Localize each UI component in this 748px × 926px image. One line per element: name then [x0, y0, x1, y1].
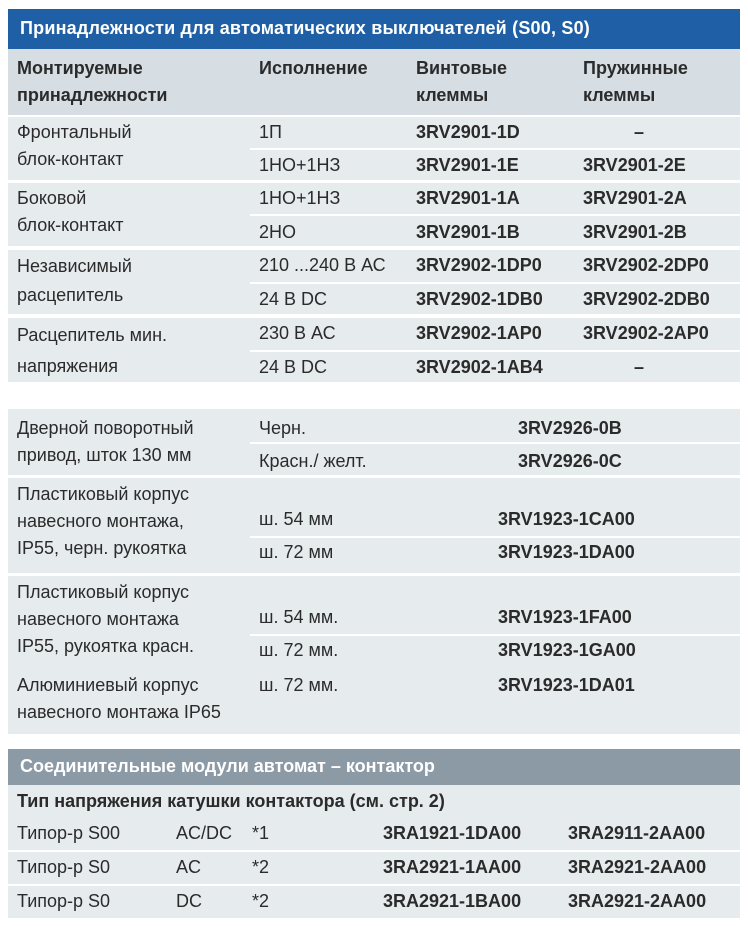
- variant-cell: 230 В АС: [259, 323, 336, 343]
- spring-code-cell: 3RV2901-2A: [583, 188, 687, 208]
- size-cell: Типор-р S0: [17, 857, 111, 877]
- voltage-type-cell: DC: [176, 891, 202, 911]
- screw-code-cell: 3RV2902-1DP0: [416, 255, 542, 275]
- screw-code-cell: 3RV2901-1A: [416, 188, 520, 208]
- module-code-cell: 3RA2921-1BA00: [383, 891, 522, 911]
- voltage-type-cell: AC: [176, 857, 202, 877]
- variant-cell: 24 В DC: [259, 357, 328, 377]
- header-spring-terminals: Пружинные клеммы: [583, 58, 688, 105]
- header-variant: Исполнение: [259, 58, 368, 78]
- spring-code-cell: –: [634, 357, 645, 377]
- row-divider: [250, 442, 740, 444]
- order-code-cell: 3RV1923-1GA00: [498, 640, 636, 660]
- row-divider: [250, 634, 740, 636]
- header-screw-terminals: Винтовые клеммы: [416, 58, 507, 105]
- spring-code-cell: 3RV2902-2DP0: [583, 255, 709, 275]
- order-code-cell: 3RV2926-0B: [518, 418, 622, 438]
- spring-code-cell: 3RV2901-2E: [583, 155, 686, 175]
- spring-code-cell: 3RV2902-2AP0: [583, 323, 709, 343]
- order-code-cell: 3RV1923-1CA00: [498, 509, 635, 529]
- variant-cell: ш. 54 мм: [259, 509, 334, 529]
- row-divider: [250, 536, 740, 538]
- module-code-cell: 3RA2921-2AA00: [568, 857, 707, 877]
- housing-label: Пластиковый корпус навесного монтажа IP55, рукоятка красн.: [17, 582, 195, 656]
- note-cell: *2: [252, 891, 270, 911]
- module-code-cell: 3RA1921-1DA00: [383, 823, 522, 843]
- screw-code-cell: 3RV2902-1DB0: [416, 289, 543, 309]
- module-code-cell: 3RA2921-1AA00: [383, 857, 522, 877]
- group-label: Расцепитель мин. напряжения: [17, 325, 168, 376]
- group-label: Боковой блок-контакт: [17, 188, 124, 235]
- screw-code-cell: 3RV2902-1AB4: [416, 357, 543, 377]
- screw-code-cell: 3RV2901-1D: [416, 122, 520, 142]
- variant-cell: 24 В DC: [259, 289, 328, 309]
- note-cell: *1: [252, 823, 270, 843]
- variant-cell: ш. 72 мм.: [259, 640, 339, 660]
- housing-label: Пластиковый корпус навесного монтажа, IP55, черн. рукоятка: [17, 484, 190, 558]
- table-title-bar: [8, 9, 740, 49]
- row-divider: [250, 282, 740, 284]
- module-code-cell: 3RA2921-2AA00: [568, 891, 707, 911]
- order-code-cell: 3RV1923-1FA00: [498, 607, 632, 627]
- variant-cell: ш. 54 мм.: [259, 607, 339, 627]
- group-label: Независимый расцепитель: [17, 256, 132, 305]
- voltage-type-cell: AC/DC: [176, 823, 233, 843]
- spring-code-cell: –: [634, 122, 645, 142]
- variant-cell: 2НО: [259, 222, 297, 242]
- screw-code-cell: 3RV2901-1B: [416, 222, 520, 242]
- order-code-cell: 3RV2926-0C: [518, 451, 622, 471]
- section2-title: Соединительные модули автомат – контактор: [20, 756, 435, 776]
- row-divider: [250, 350, 740, 352]
- row-divider: [250, 214, 740, 216]
- variant-cell: ш. 72 мм: [259, 542, 334, 562]
- variant-cell: Красн./ желт.: [259, 451, 367, 471]
- variant-cell: 1П: [259, 122, 282, 142]
- variant-cell: 1НО+1НЗ: [259, 188, 341, 208]
- spring-code-cell: 3RV2902-2DB0: [583, 289, 710, 309]
- screw-code-cell: 3RV2902-1AP0: [416, 323, 542, 343]
- size-cell: Типор-р S00: [17, 823, 121, 843]
- section2-title-bar: [8, 749, 740, 785]
- order-code-cell: 3RV1923-1DA01: [498, 675, 635, 695]
- housing-label: Дверной поворотный привод, шток 130 мм: [17, 418, 194, 465]
- housing-label: Алюминиевый корпус навесного монтажа IP65: [17, 675, 221, 722]
- variant-cell: Черн.: [259, 418, 306, 438]
- module-code-cell: 3RA2911-2AA00: [568, 823, 706, 843]
- variant-cell: 210 ...240 В АС: [259, 255, 386, 275]
- row-divider: [250, 148, 740, 150]
- header-mounted-accessories: Монтируемые принадлежности: [17, 58, 168, 105]
- order-code-cell: 3RV1923-1DA00: [498, 542, 635, 562]
- section2-subtitle: Тип напряжения катушки контактора (см. стр. 2): [17, 791, 445, 811]
- size-cell: Типор-р S0: [17, 891, 111, 911]
- variant-cell: ш. 72 мм.: [259, 675, 339, 695]
- group-label: Фронтальный блок-контакт: [17, 122, 132, 169]
- note-cell: *2: [252, 857, 270, 877]
- variant-cell: 1НО+1НЗ: [259, 155, 341, 175]
- spring-code-cell: 3RV2901-2B: [583, 222, 687, 242]
- screw-code-cell: 3RV2901-1E: [416, 155, 519, 175]
- table-title: Принадлежности для автоматических выключателей (S00, S0): [20, 18, 590, 38]
